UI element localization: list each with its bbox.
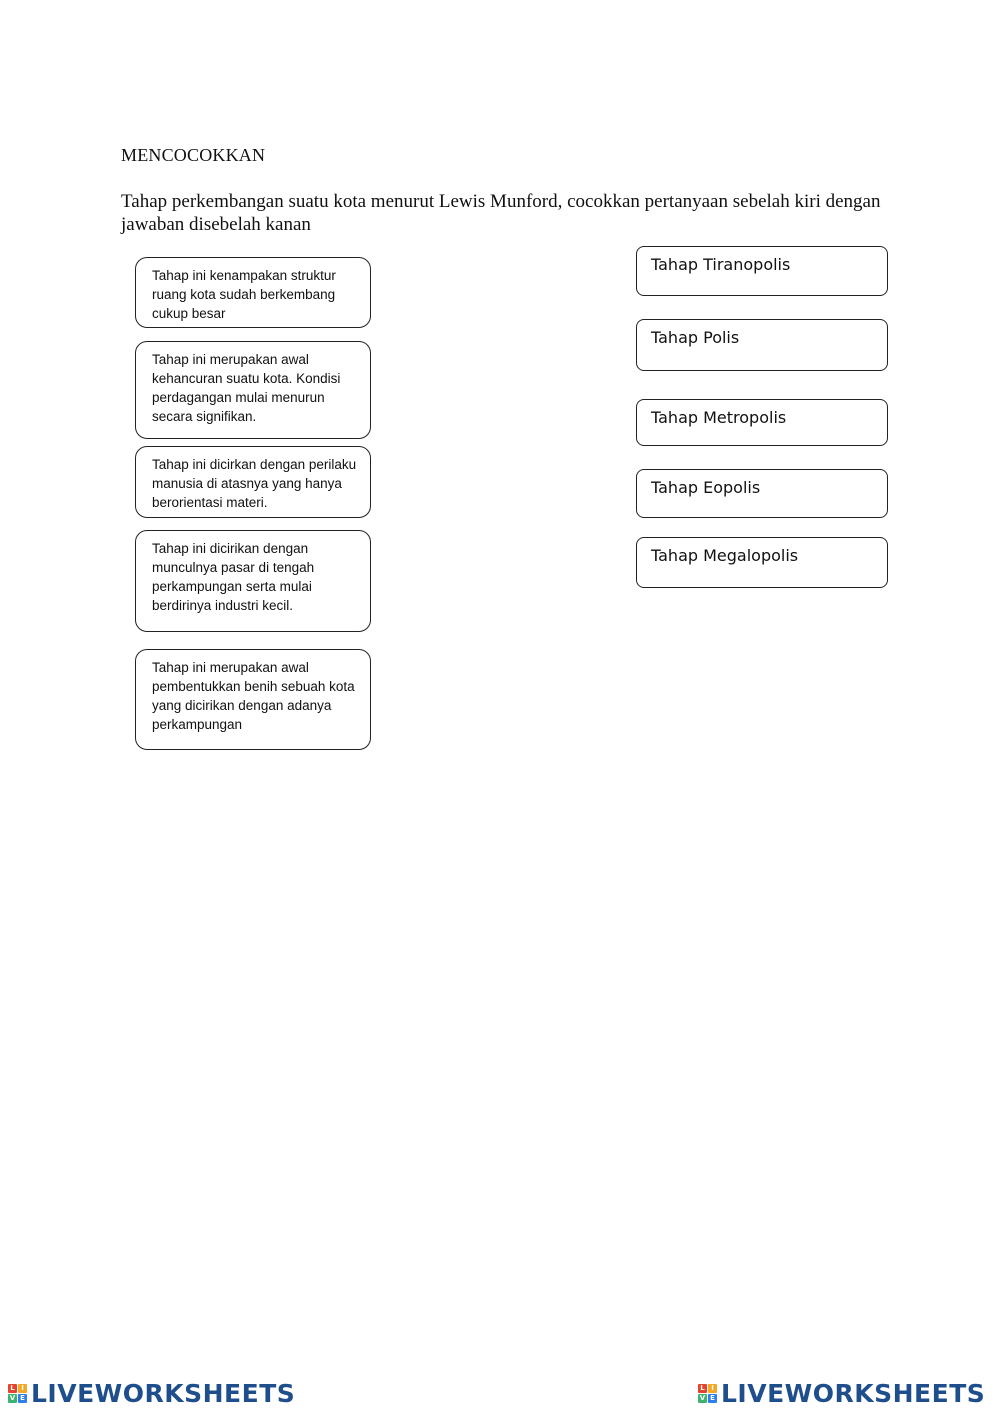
brand-text: LIVEWORKSHEETS [721,1379,986,1408]
answer-label: Tahap Eopolis [651,478,761,497]
logo-cube: I [708,1384,717,1393]
question-box-5[interactable] [135,649,371,750]
logo-cube: L [698,1384,707,1393]
question-text: Tahap ini dicirikan dengan munculnya pasar di tengah perkampungan serta mulai berdirinya industri kecil. [152,541,315,613]
question-text: Tahap ini merupakan awal pembentukkan benih sebuah kota yang dicirikan dengan adanya perkampungan [152,660,355,732]
answer-label: Tahap Megalopolis [651,546,799,565]
logo-cube: L [8,1384,17,1393]
logo-cubes-icon [8,1384,27,1403]
logo-cube: E [708,1394,717,1403]
logo-cube: V [699,1394,706,1402]
worksheet-instruction: Tahap perkembangan suatu kota menurut Lewis Munford, cocokkan pertanyaan sebelah kiri dengan jawaban disebelah kanan [121,191,881,235]
logo-cube: I [18,1384,27,1393]
answer-label: Tahap Metropolis [651,408,787,427]
question-box-4[interactable] [135,530,371,632]
answer-box-megalopolis[interactable] [636,537,888,588]
question-text: Tahap ini dicirkan dengan perilaku manusia di atasnya yang hanya berorientasi materi. [152,457,357,510]
answer-label: Tahap Tiranopolis [651,255,791,274]
answer-box-metropolis[interactable] [636,399,888,446]
answer-box-eopolis[interactable] [636,469,888,518]
logo-cube: V [9,1394,16,1402]
answer-box-tiranopolis[interactable] [636,246,888,296]
logo-cubes-icon [698,1384,717,1403]
footer-logo-right [698,1379,985,1408]
question-box-3[interactable] [135,446,371,518]
footer-logo-left [8,1379,295,1408]
worksheet-heading: MENCOCOKKAN [121,145,266,165]
answer-label: Tahap Polis [651,328,740,347]
question-box-1[interactable] [135,257,371,328]
question-box-2[interactable] [135,341,371,439]
question-text: Tahap ini kenampakan struktur ruang kota sudah berkembang cukup besar [152,268,336,321]
answer-box-polis[interactable] [636,319,888,371]
question-text: Tahap ini merupakan awal kehancuran suatu kota. Kondisi perdagangan mulai menurun secara signifikan. [152,352,341,424]
logo-cube: E [18,1394,27,1403]
brand-text: LIVEWORKSHEETS [31,1379,296,1408]
